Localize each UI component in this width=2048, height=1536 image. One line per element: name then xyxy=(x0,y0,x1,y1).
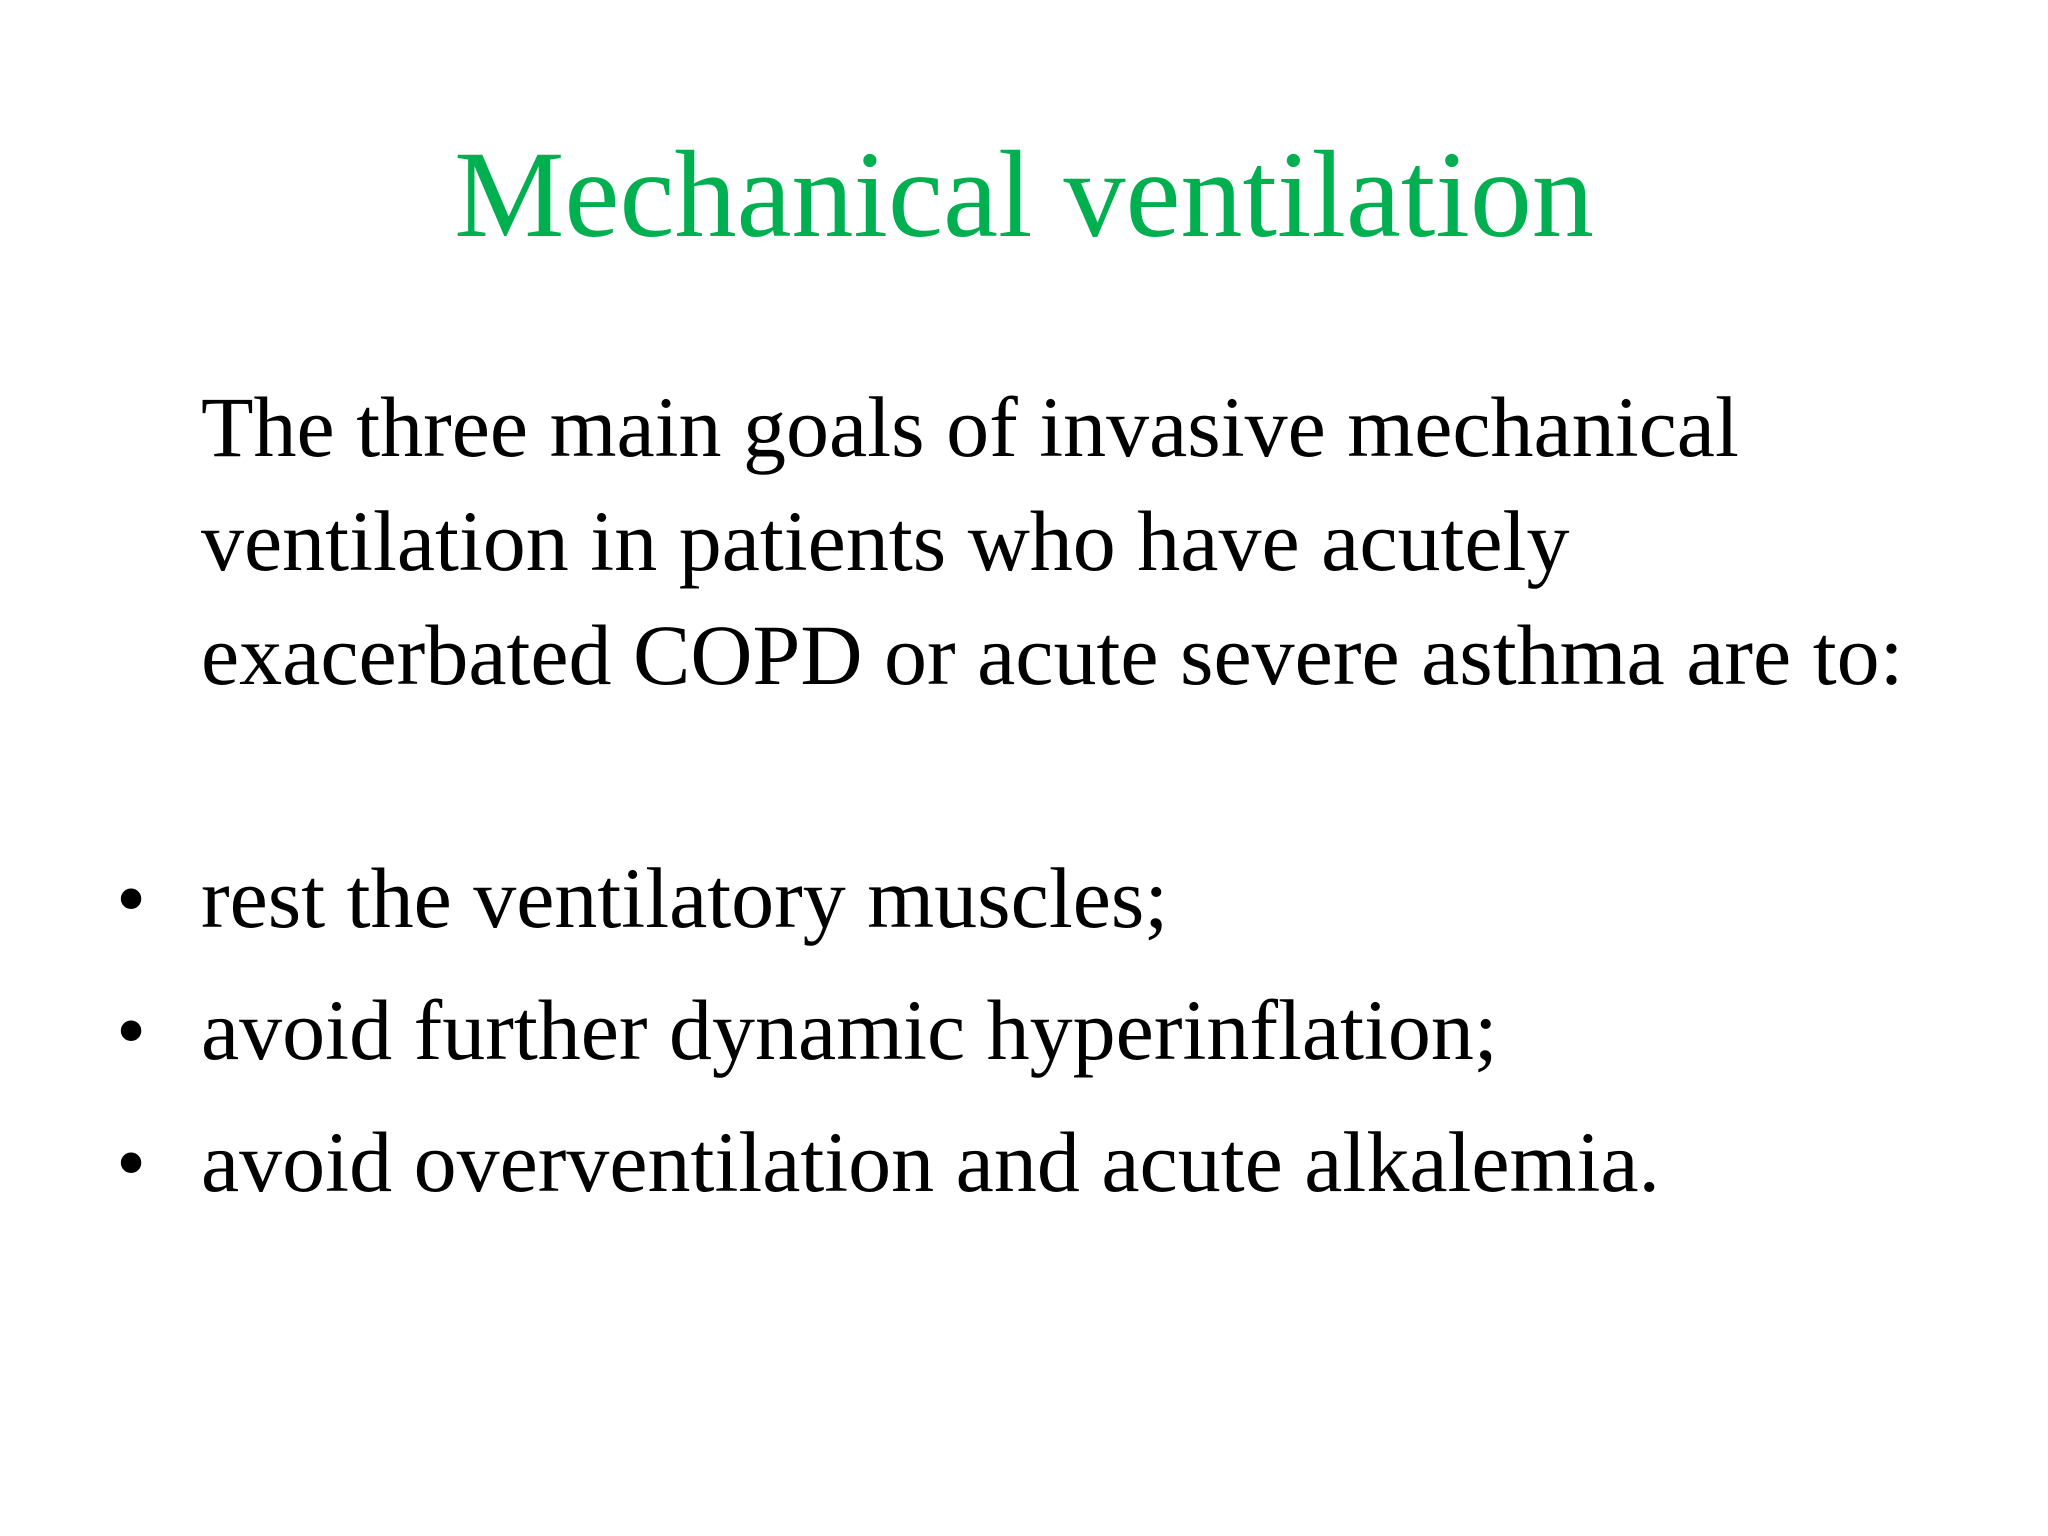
list-item-text: rest the ventilatory muscles; xyxy=(201,850,1169,946)
bullet-icon: • xyxy=(116,982,147,1078)
bullet-icon: • xyxy=(116,1114,147,1210)
slide-title: Mechanical ventilation xyxy=(454,126,1594,263)
list-item-text: avoid overventilation and acute alkalemia. xyxy=(201,1114,1661,1210)
bullet-icon: • xyxy=(116,850,147,946)
intro-paragraph: The three main goals of invasive mechanical ventilation in patients who have acutely exacerbated COPD or acute severe asthma are to: xyxy=(201,379,1904,703)
list-item-text: avoid further dynamic hyperinflation; xyxy=(201,982,1498,1078)
